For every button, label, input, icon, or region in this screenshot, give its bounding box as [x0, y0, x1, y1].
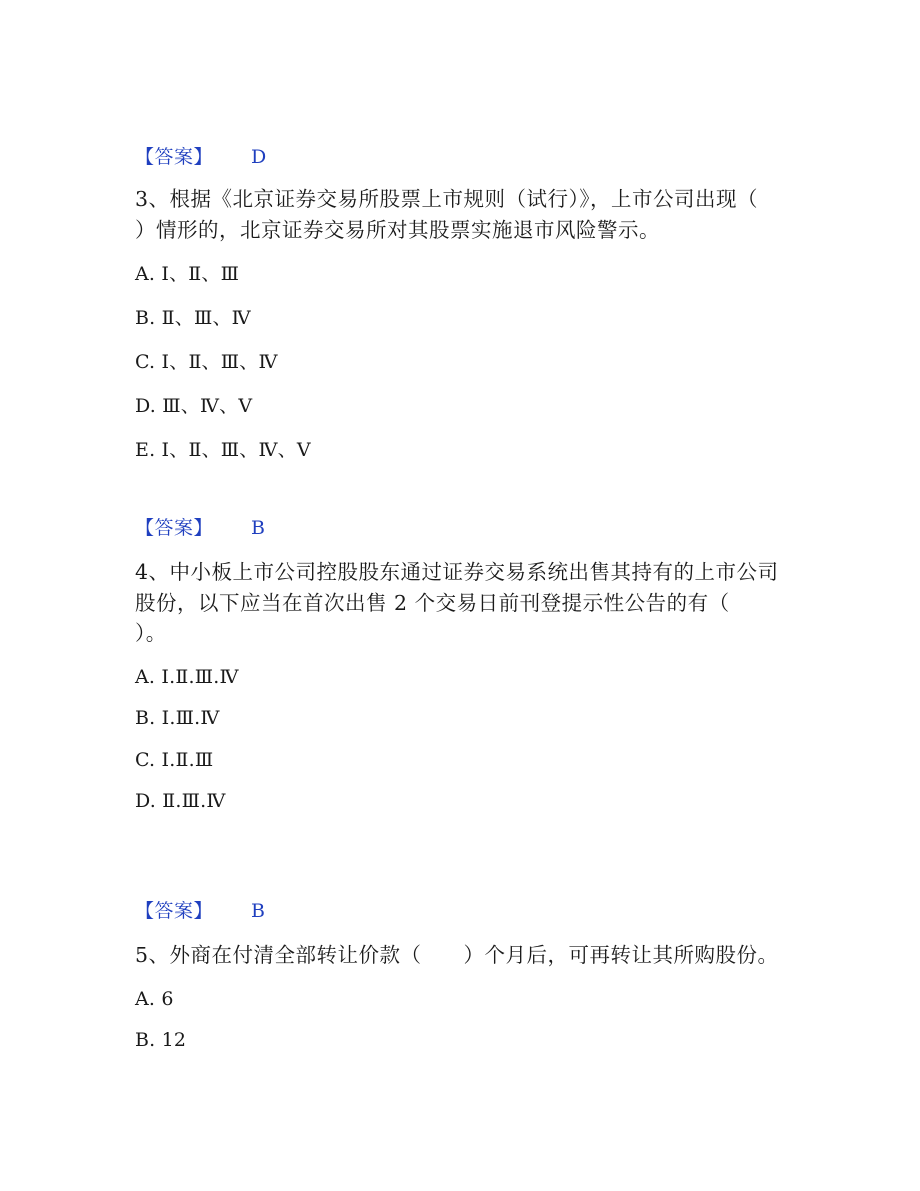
- question-5-option-a: A. 6: [135, 988, 174, 1010]
- answer-label: 【答案】: [135, 146, 214, 168]
- answer-value: B: [251, 517, 266, 539]
- question-4-line-1: 4、中小板上市公司控股股东通过证券交易系统出售其持有的上市公司: [135, 560, 779, 584]
- question-3-option-d: D. Ⅲ、Ⅳ、Ⅴ: [135, 395, 253, 417]
- question-4-option-a: A. Ⅰ.Ⅱ.Ⅲ.Ⅳ: [135, 666, 239, 688]
- question-3-option-a: A. Ⅰ、Ⅱ、Ⅲ: [135, 263, 240, 285]
- question-3-line-1: 3、根据《北京证券交易所股票上市规则（试行）》，上市公司出现（: [135, 187, 759, 211]
- question-3-option-c: C. Ⅰ、Ⅱ、Ⅲ、Ⅳ: [135, 351, 278, 373]
- answer-row: [135, 899, 266, 923]
- answer-value: B: [251, 900, 266, 922]
- question-4-option-c: C. Ⅰ.Ⅱ.Ⅲ: [135, 749, 214, 771]
- answer-row: [135, 145, 267, 169]
- answer-label: 【答案】: [135, 900, 214, 922]
- answer-row: [135, 516, 266, 540]
- question-3-option-e: E. Ⅰ、Ⅱ、Ⅲ、Ⅳ、Ⅴ: [135, 439, 311, 461]
- question-3-option-b: B. Ⅱ、Ⅲ、Ⅳ: [135, 307, 251, 329]
- question-4-line-2: 股份，以下应当在首次出售 2 个交易日前刊登提示性公告的有（: [135, 591, 730, 615]
- question-4-option-b: B. Ⅰ.Ⅲ.Ⅳ: [135, 707, 220, 729]
- question-5-line-1: 5、外商在付清全部转让价款（ ）个月后，可再转让其所购股份。: [135, 943, 779, 967]
- answer-label: 【答案】: [135, 517, 214, 539]
- question-4-line-3: ）。: [135, 621, 167, 645]
- question-3-line-2: ）情形的，北京证券交易所对其股票实施退市风险警示。: [135, 218, 660, 242]
- answer-value: D: [251, 146, 267, 168]
- question-4-option-d: D. Ⅱ.Ⅲ.Ⅳ: [135, 790, 226, 812]
- question-5-option-b: B. 12: [135, 1029, 187, 1051]
